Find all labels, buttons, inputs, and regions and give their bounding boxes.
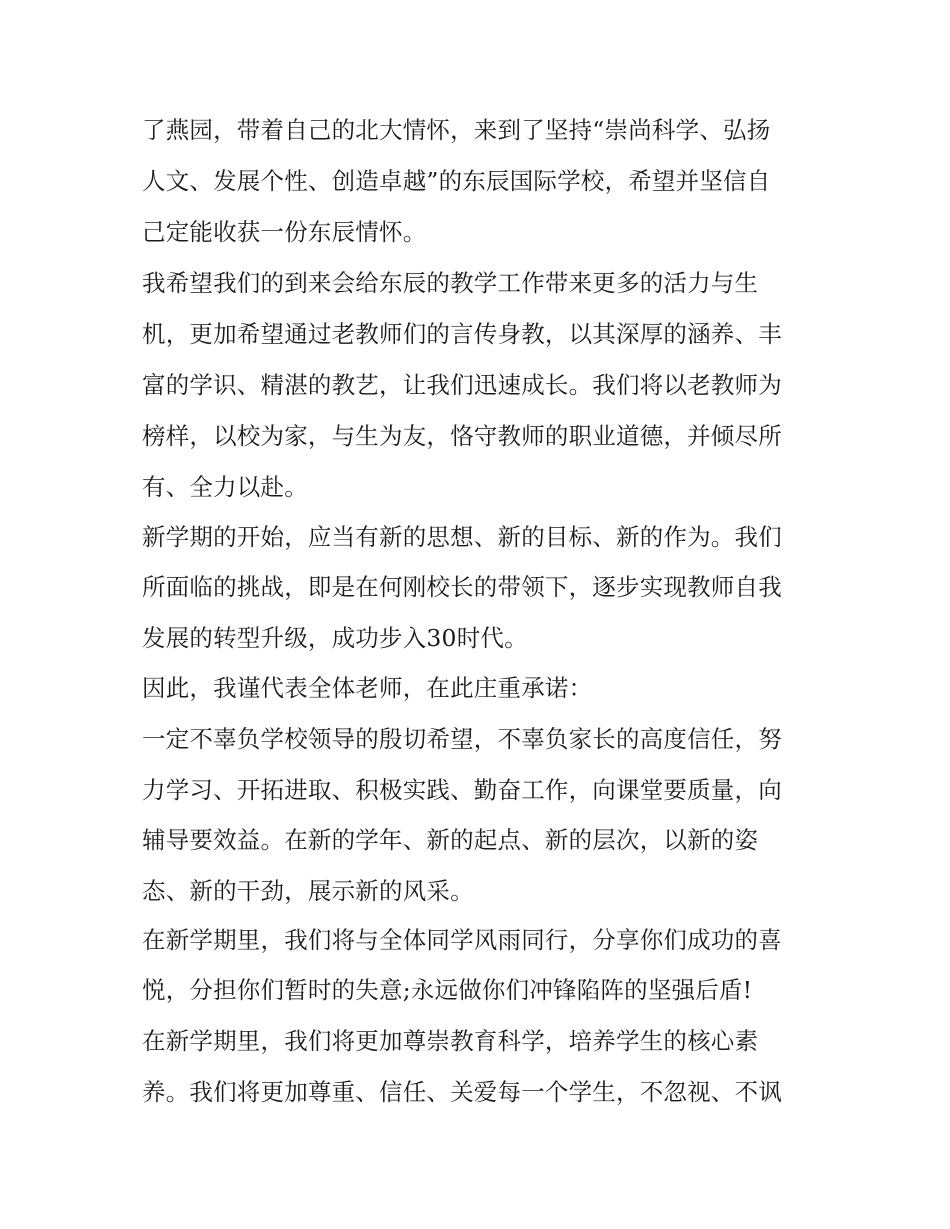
text-line: 榜样，以校为家，与生为友，恪守教师的职业道德，并倾尽所 [142,422,782,450]
text-line: 有、全力以赴。 [142,473,308,501]
text-line: 所面临的挑战，即是在何刚校长的带领下，逐步实现教师自我 [142,573,782,601]
text-line: 悦，分担你们暂时的失意;永远做你们冲锋陷阵的坚强后盾! [142,976,753,1004]
text-line: 人文、发展个性、创造卓越”的东辰国际学校，希望并坚信自 [142,167,771,195]
text-line: 一定不辜负学校领导的殷切希望，不辜负家长的高度信任，努 [142,725,782,753]
text-line: 发展的转型升级，成功步入30时代。 [142,624,528,652]
text-line: 态、新的干劲，展示新的风采。 [142,877,474,905]
text-line: 己定能收获一份东辰情怀。 [142,218,427,246]
text-line: 因此，我谨代表全体老师，在此庄重承诺： [142,674,593,702]
text-line: 我希望我们的到来会给东辰的教学工作带来更多的活力与生 [142,269,759,297]
text-line: 在新学期里，我们将与全体同学风雨同行，分享你们成功的喜 [142,926,782,954]
text-line: 辅导要效益。在新的学年、新的起点、新的层次，以新的姿 [142,826,759,854]
text-line: 富的学识、精湛的教艺，让我们迅速成长。我们将以老教师为 [142,371,782,399]
text-line: 力学习、开拓进取、积极实践、勤奋工作，向课堂要质量，向 [142,776,782,804]
text-line: 养。我们将更加尊重、信任、关爱每一个学生，不忽视、不讽 [142,1078,782,1106]
text-line: 机，更加希望通过老教师们的言传身教，以其深厚的涵养、丰 [142,320,782,348]
text-line: 在新学期里，我们将更加尊崇教育科学，培养学生的核心素 [142,1027,759,1055]
text-line: 新学期的开始，应当有新的思想、新的目标、新的作为。我们 [142,523,782,551]
text-line: 了燕园，带着自己的北大情怀，来到了坚持“崇尚科学、弘扬 [142,116,771,144]
